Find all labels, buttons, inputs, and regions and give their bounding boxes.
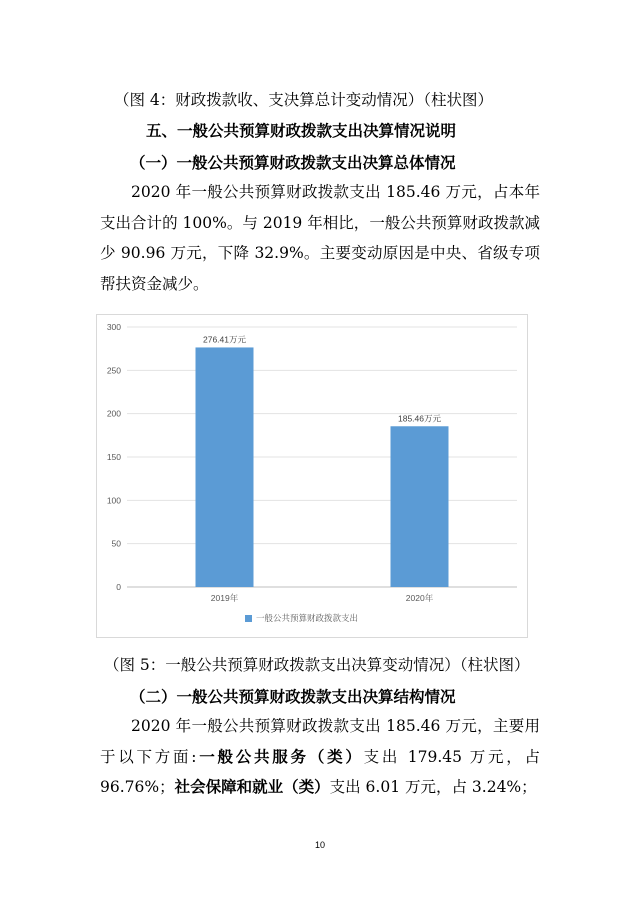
paragraph-2 <box>100 711 540 803</box>
y-tick-label-250: 250 <box>106 365 121 376</box>
bar-chart <box>96 314 528 638</box>
paragraph-2-general-amount: 支出 179.45 万元，占 96.76%； <box>100 747 540 796</box>
category-social-security-employment: 社会保障和就业（类） <box>174 778 330 796</box>
bar-chart-svg <box>97 315 527 637</box>
figure-5-caption: （图 5：一般公共预算财政拨款支出决算变动情况）（柱状图） <box>104 656 530 674</box>
section-5-heading: 五、一般公共预算财政拨款支出决算情况说明 <box>146 122 457 140</box>
subsection-2-heading: （二）一般公共预算财政拨款支出决算结构情况 <box>130 688 456 706</box>
page-number: 10 <box>314 840 325 850</box>
y-tick-label-300: 300 <box>106 322 121 332</box>
data-label-2020年: 185.46万元 <box>398 413 441 424</box>
legend-swatch <box>245 615 252 622</box>
bar-2019年 <box>196 347 254 587</box>
paragraph-2-intro: 2020 年一般公共预算财政拨款支出 185.46 万元，主要用于以下方面: <box>100 717 540 766</box>
y-tick-label-50: 50 <box>111 538 121 549</box>
y-tick-label-100: 100 <box>106 495 121 506</box>
paragraph-1: 2020 年一般公共预算财政拨款支出 185.46 万元，占本年支出合计的 100%。与 2019 年相比，一般公共预算财政拨款减少 90.96 万元，下降 32.9%。主要变动原因是中央、省级专项帮扶资金减少。 <box>100 183 540 293</box>
x-tick-label-2019年: 2019年 <box>210 593 239 603</box>
y-tick-label-0: 0 <box>116 582 121 592</box>
figure-4-caption: （图 4：财政拨款收、支决算总计变动情况）（柱状图） <box>114 91 494 109</box>
subsection-1-heading: （一）一般公共预算财政拨款支出决算总体情况 <box>130 154 456 172</box>
paragraph-2-social-amount: 支出 6.01 万元，占 3.24%； <box>329 778 537 796</box>
bar-2020年 <box>391 426 449 587</box>
y-tick-label-150: 150 <box>106 452 121 462</box>
category-general-public-services: 一般公共服务（类） <box>196 747 364 766</box>
x-tick-label-2020年: 2020年 <box>405 593 434 603</box>
legend-label: 一般公共预算财政拨款支出 <box>256 613 359 623</box>
y-tick-label-200: 200 <box>106 408 121 419</box>
data-label-2019年: 276.41万元 <box>203 334 246 345</box>
